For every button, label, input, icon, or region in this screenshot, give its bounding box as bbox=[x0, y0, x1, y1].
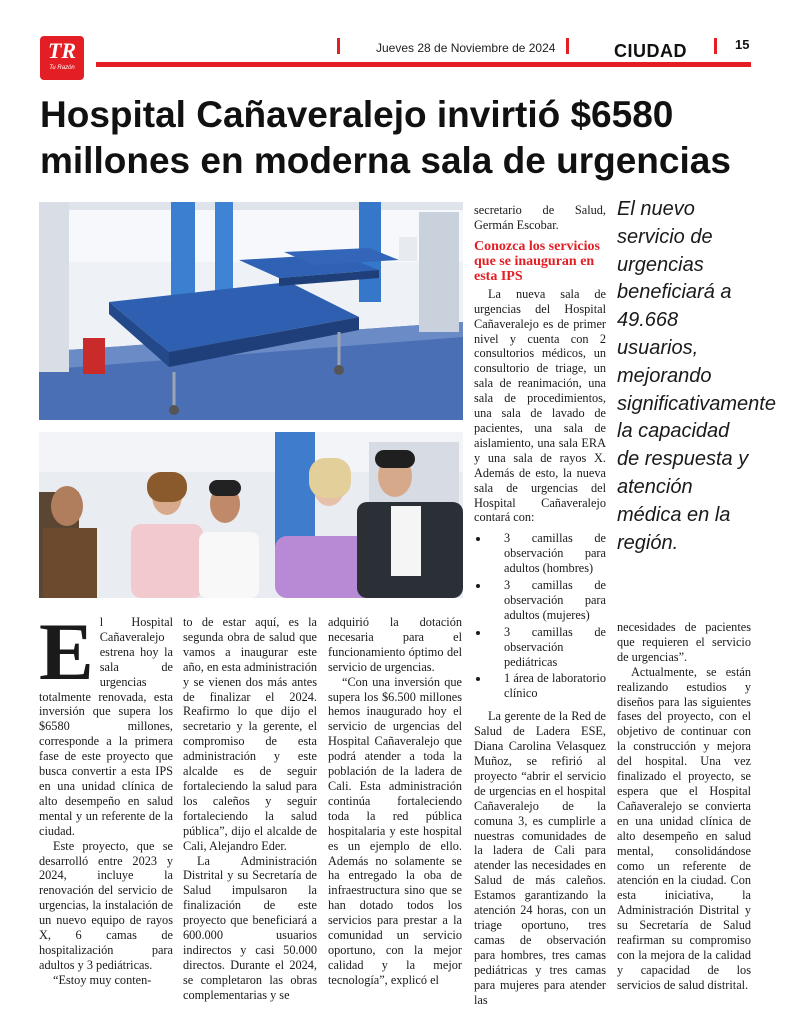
paragraph: La gerente de la Red de Salud de Ladera ESE, Diana Carolina Velasquez Muñoz, se refirió al proyecto “abrir el servicio de urgencias en el hospital Cañaveralejo de la comuna 3, es cumplirle a nuestras comunidades de la ladera de Cali para atender las necesidades en Salud de más caleños. Estamos garantizando la atención 24 horas, con un triage oportuno, tres camas de observación para hombres, tres camas pediátricas y tres camas para mujeres para atender las bbox=[474, 709, 606, 1007]
page-number: 15 bbox=[735, 37, 750, 52]
paragraph: secretario de Salud, Germán Escobar. bbox=[474, 203, 606, 232]
list-item: • 3 camillas de observación para adultos (mujeres) bbox=[490, 578, 606, 623]
pull-quote: El nuevo servicio de urgencias beneficiará a 49.668 usuarios, mejorando significativamente la capacidad de respuesta y atención médica en la región. bbox=[617, 198, 776, 554]
paragraph: Este proyecto, que se desarrolló entre 2023 y 2024, incluye la renovación del servicio de urgencias, la instalación de un nuevo equipo de rayos X, 6 camas de hospitalización para adultos y 3 pediátricas. bbox=[39, 838, 173, 972]
section-name: CIUDAD bbox=[614, 41, 687, 61]
services-list bbox=[474, 531, 606, 701]
section-subhead: Conozca los servicios que se inauguran en esta IPS bbox=[474, 238, 600, 284]
list-item: • 3 camillas de observación pediátricas bbox=[490, 625, 606, 670]
masthead-divider bbox=[566, 38, 569, 54]
article-column-5 bbox=[617, 620, 751, 993]
paragraph: necesidades de pacientes que requieren el servicio de urgencias”. bbox=[617, 620, 751, 664]
masthead-divider bbox=[337, 38, 340, 54]
article-column-1 bbox=[39, 606, 173, 988]
inauguration-photo bbox=[39, 432, 463, 598]
lead-text: l Hospital Cañaveralejo estrena hoy la sala de urgencias totalmente renovada, esta inversión que supera los $6580 millones, corresponde a la primera fase de este proyecto que busca convertir a esta IPS en una unidad clínica de alto desempeño en salud mental y un referente de la ciudad. bbox=[39, 615, 173, 838]
newspaper-logo bbox=[40, 36, 84, 80]
lead-paragraph bbox=[39, 606, 173, 839]
paragraph: La nueva sala de urgencias del Hospital Cañaveralejo es de primer nivel y cuenta con 2 consultorios médicos, un consultorio de triage, un sala de reanimación, una sala de procedimientos, una sala de lavado de pacientes, una sala de aislamiento, una sala ERA y una sala de rayos X. Además de esto, la nueva sala de urgencias del Hospital Cañaveralejo contará con: bbox=[474, 286, 606, 525]
logo-tagline: Tu Razón bbox=[49, 65, 75, 71]
logo-mark: TR bbox=[47, 38, 77, 63]
paragraph: La Administración Distrital y su Secretaría de Salud impulsaron la finalización de este proyecto que beneficiará a 600.000 usuarios indirectos y casi 50.000 directos. Durante el 2024, se completaron las obras complementarias y se bbox=[183, 853, 317, 1002]
paragraph: “Con una inversión que supera los $6.500 millones hemos inaugurado hoy el servicio de urgencias del Hospital Cañaveralejo que podrá atender a toda la población de la ladera de Cali. Esta administración continúa fortaleciendo toda la red pública hospitalaria y este hospital es un ejemplo de ello. Además no solamente se ha entregado la oba de infraestructura sino que se han dotado todos los servicios para prestar a la comunidad un servicio oportuno, con la mejor calidad y la mejor tecnología”, explicó el bbox=[328, 674, 462, 987]
list-item: • 1 área de laboratorio clínico bbox=[490, 671, 606, 701]
issue-date: Jueves 28 de Noviembre de 2024 bbox=[376, 41, 556, 55]
emergency-room-photo bbox=[39, 202, 463, 420]
article-column-2 bbox=[183, 615, 317, 1003]
masthead-rule bbox=[96, 62, 751, 67]
masthead-divider bbox=[714, 38, 717, 54]
list-item: • 3 camillas de observación para adultos (hombres) bbox=[490, 531, 606, 576]
drop-cap: E bbox=[39, 606, 94, 697]
paragraph: Actualmente, se están realizando estudios y diseños para las siguientes fases del proyecto, con el objetivo de continuar con la construcción y mejora del hospital. Una vez finalizado el proyecto, se espera que el Hospital Cañaveralejo se convierta en una unidad clínica de alto desempeño en salud mental, consolidándose como un referente de atención en la ciudad. Con esta iniciativa, la Administración Distrital y su Secretaría de Salud reafirman su compromiso con la mejora de la calidad y capacidad de los servicios de salud distrital. bbox=[617, 664, 751, 992]
paragraph: adquirió la dotación necesaria para el funcionamiento óptimo del servicio de urgencias. bbox=[328, 615, 462, 674]
article-column-3 bbox=[328, 615, 462, 988]
headline: Hospital Cañaveralejo invirtió $6580 millones en moderna sala de urgencias bbox=[40, 94, 731, 181]
paragraph: to de estar aquí, es la segunda obra de salud que vamos a inaugurar este año, en esta administración y se vienen dos más antes de finalizar el 2024. Reafirmo lo que dijo el secretario y la gerente, el compromiso de esta administración y este alcalde es de seguir fortaleciendo la salud para los caleños y seguir fortaleciendo la salud pública”, dijo el alcalde de Cali, Alejandro Eder. bbox=[183, 615, 317, 853]
paragraph: “Estoy muy conten- bbox=[53, 972, 152, 987]
article-column-4 bbox=[474, 203, 606, 1007]
